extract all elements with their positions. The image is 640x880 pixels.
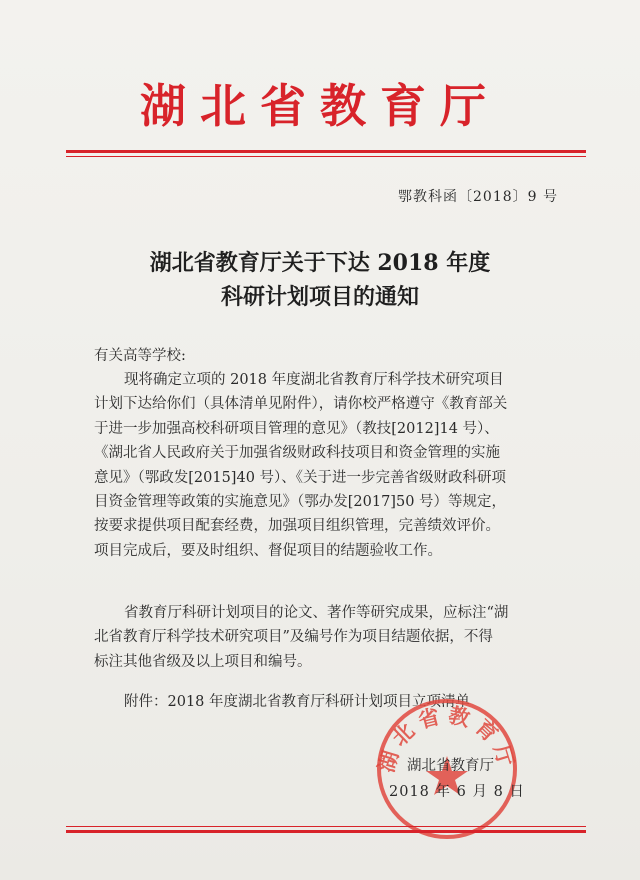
letterhead-rule-thick bbox=[66, 150, 586, 153]
attachment-line: 附件：2018 年度湖北省教育厅科研计划项目立项清单 bbox=[124, 694, 471, 710]
paragraph-line: 《湖北省人民政府关于加强省级财政科技项目和资金管理的实施 bbox=[94, 445, 500, 462]
paragraph-line: 于进一步加强高校科研项目管理的意见》（教技[2012]14 号）、 bbox=[94, 420, 499, 437]
footer-rule-thin bbox=[66, 826, 586, 827]
paragraph-line: 目资金管理等政策的实施意见》（鄂办发[2017]50 号）等规定， bbox=[94, 494, 507, 511]
letterhead-rule-thin bbox=[66, 156, 586, 157]
paragraph-line: 意见》（鄂政发[2015]40 号）、《关于进一步完善省级财政科研项 bbox=[94, 469, 507, 486]
seal-text: 湖北省教育厅 bbox=[374, 702, 520, 776]
document-title-line-1: 湖北省教育厅关于下达 2018 年度 bbox=[149, 250, 491, 276]
paragraph-line: 计划下达给你们（具体清单见附件），请你校严格遵守《教育部关 bbox=[94, 396, 508, 413]
paragraph-line: 按要求提供项目配套经费，加强项目组织管理，完善绩效评价。 bbox=[94, 518, 500, 535]
body-paragraph-1 bbox=[94, 368, 566, 563]
paragraph-line: 省教育厅科研计划项目的论文、著作等研究成果，应标注“湖 bbox=[124, 605, 509, 621]
signature-organization: 湖北省教育厅 bbox=[407, 758, 494, 774]
paragraph-line: 标注其他省级及以上项目和编号。 bbox=[94, 653, 312, 670]
footer-rule-thick bbox=[66, 830, 586, 833]
signature-date: 2018 年 6 月 8 日 bbox=[389, 784, 525, 800]
document-title-line-2: 科研计划项目的通知 bbox=[220, 284, 419, 310]
body-paragraph-2 bbox=[94, 601, 566, 674]
paragraph-line: 北省教育厅科学技术研究项目”及编号作为项目结题依据，不得 bbox=[94, 629, 493, 646]
document-number: 鄂教科函〔2018〕9 号 bbox=[398, 189, 558, 205]
paragraph-line: 现将确定立项的 2018 年度湖北省教育厅科学技术研究项目 bbox=[124, 372, 504, 388]
letterhead-title: 湖北省教育厅 bbox=[140, 79, 500, 133]
paragraph-line: 项目完成后，要及时组织、督促项目的结题验收工作。 bbox=[94, 542, 442, 559]
salutation: 有关高等学校: bbox=[94, 348, 186, 364]
